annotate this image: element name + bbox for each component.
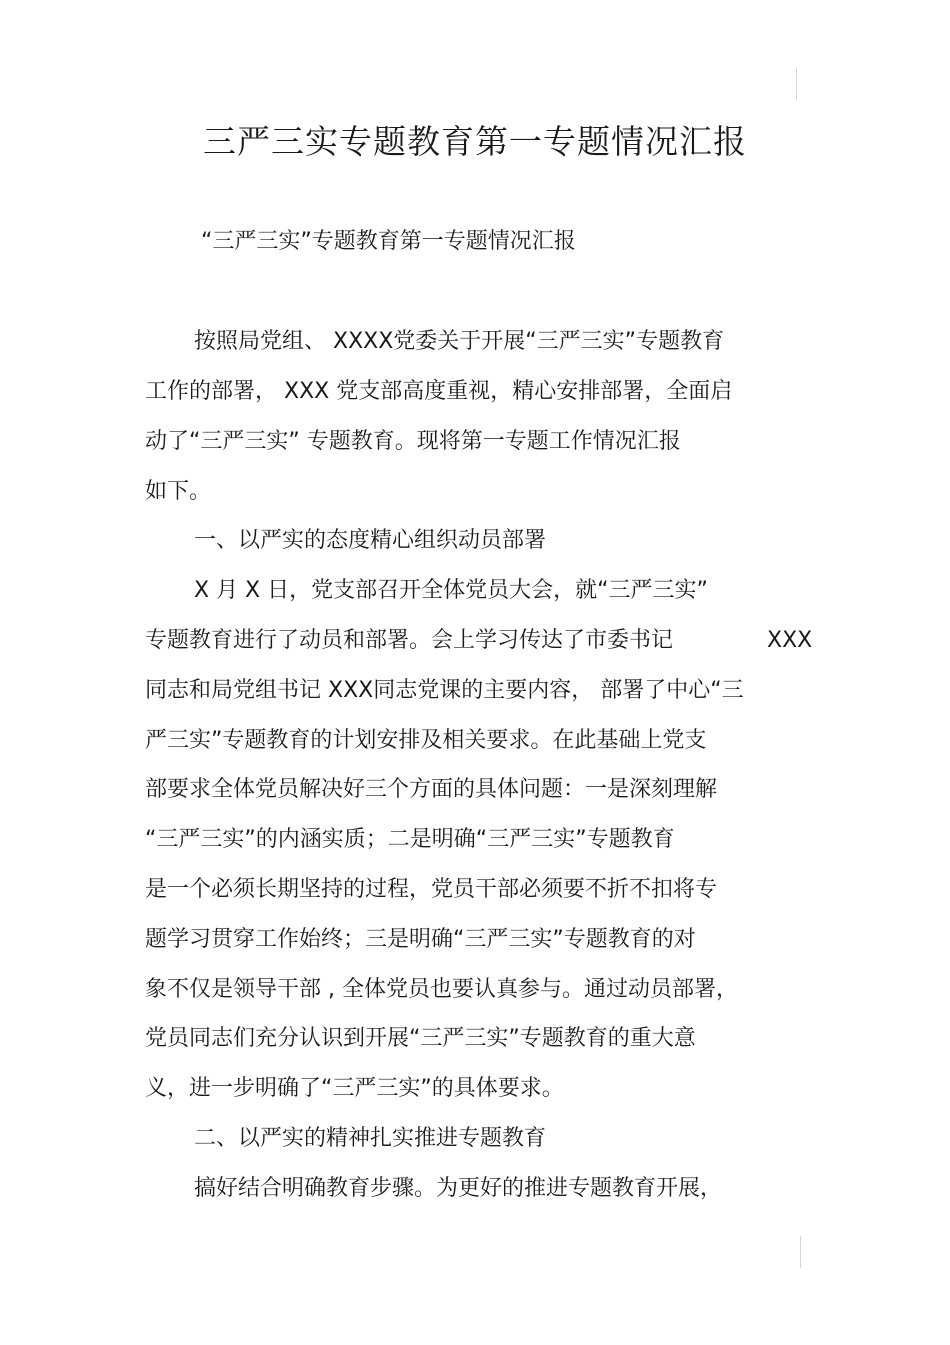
document-subtitle: “三严三实”专题教育第一专题情况汇报 [201, 229, 576, 254]
paragraph-line: 同志和局党组书记 XXX同志党课的主要内容， 部署了中心“三 [145, 678, 744, 703]
paragraph-line: 专题教育进行了动员和部署。会上学习传达了市委书记 [145, 628, 674, 653]
paragraph-line: “三严三实”的内涵实质；二是明确“三严三实”专题教育 [145, 827, 675, 852]
paragraph-line: X 月 X 日，党支部召开全体党员大会，就“三严三实” [194, 578, 708, 603]
paragraph-line: 题学习贯穿工作始终；三是明确“三严三实”专题教育的对 [145, 927, 696, 952]
bottom-right-crop-mark [800, 1236, 801, 1268]
paragraph-line: 搞好结合明确教育步骤。为更好的推进专题教育开展， [194, 1176, 723, 1201]
paragraph-line: 严三实”专题教育的计划安排及相关要求。在此基础上党支 [145, 728, 707, 753]
paragraph-line: 部要求全体党员解决好三个方面的具体问题：一是深刻理解 [145, 777, 718, 802]
paragraph-line: 动了“三严三实” 专题教育。现将第一专题工作情况汇报 [145, 429, 681, 454]
paragraph-line: 义，进一步明确了“三严三实”的具体要求。 [145, 1076, 564, 1101]
section-heading: 一、以严实的态度精心组织动员部署 [194, 528, 547, 553]
document-title: 三严三实专题教育第一专题情况汇报 [203, 122, 747, 161]
paragraph-line: 如下。 [145, 479, 212, 504]
section-heading: 二、以严实的精神扎实推进专题教育 [194, 1126, 547, 1151]
paragraph-line: 工作的部署， XXX 党支部高度重视，精心安排部署，全面启 [145, 379, 733, 404]
paragraph-line: 象不仅是领导干部 , 全体党员也要认真参与。通过动员部署， [145, 977, 738, 1002]
paragraph-line: 是一个必须长期坚持的过程，党员干部必须要不折不扣将专 [145, 877, 718, 902]
paragraph-line: 党员同志们充分认识到开展“三严三实”专题教育的重大意 [145, 1026, 696, 1051]
paragraph-line-fragment: XXX [767, 628, 813, 653]
paragraph-line: 按照局党组、 XXXX党委关于开展“三严三实”专题教育 [194, 329, 725, 354]
top-right-crop-mark [796, 68, 797, 100]
